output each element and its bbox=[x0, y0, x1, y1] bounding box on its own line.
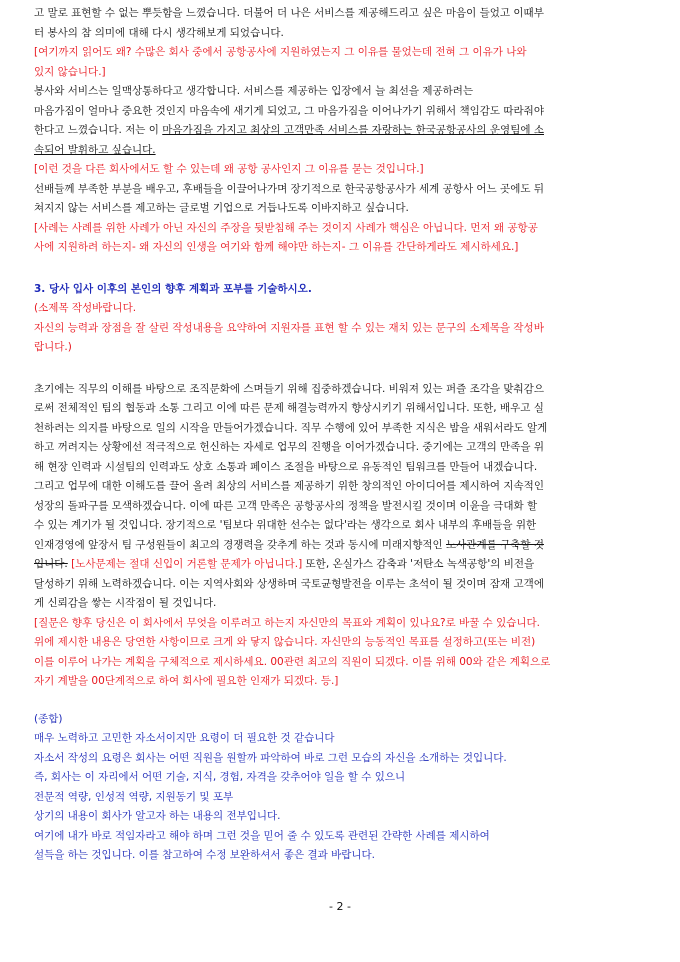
text-line: 여기에 내가 바로 적임자라고 해야 하며 그런 것을 믿어 줄 수 있도록 관련된 간략한 사례를 제시하여 bbox=[34, 829, 490, 842]
text-line: 사에 지원하려 하는지- 왜 자신의 인생을 여기와 함께 해야만 하는지- 그 이유를 간단하게라도 제시하세요.] bbox=[34, 241, 519, 253]
text-line: [사례는 사례를 위한 사례가 아닌 자신의 주장을 뒷받침해 주는 것이지 사례가 핵심은 아닙니다. 먼저 왜 공항공 bbox=[34, 221, 538, 234]
text-line: 자소서 작성의 요령은 회사는 어떤 직원을 원할까 파악하여 바로 그런 모습의 자신을 소개하는 것입니다. bbox=[34, 751, 507, 764]
text-line: 천하려는 의지를 바탕으로 일의 시작을 만들어가겠습니다. 직무 수행에 있어 부족한 지식은 밤을 새워서라도 알게 bbox=[34, 421, 548, 434]
text-line: 게 신뢰감을 쌓는 시작점이 될 것입니다. bbox=[34, 597, 217, 609]
text-line: 또한, 온실가스 감축과 '저탄소 녹색공항'의 비전을 bbox=[302, 558, 535, 570]
text-line: 달성하기 위해 노력하겠습니다. 이는 지역사회와 상생하며 국토균형발전을 이루는 초석이 될 것이며 잠재 고객에 bbox=[34, 577, 544, 590]
text-line: (소제목 작성바랍니다. bbox=[34, 302, 137, 314]
text-line: 고 말로 표현할 수 없는 뿌듯함을 느꼈습니다. 더불어 더 나은 서비스를 제공해드리고 싶은 마음이 들었고 이때부 bbox=[34, 7, 544, 19]
text-line: 수 있는 계기가 될 것입니다. 장기적으로 '팀보다 위대한 선수는 없다'라는 생각으로 회사 내부의 후배들을 위한 bbox=[34, 519, 537, 531]
inline-comment: [노사문제는 절대 신입이 거론할 문제가 아닙니다.] bbox=[67, 558, 303, 570]
text-line: 쳐지지 않는 서비스를 제고하는 글로벌 기업으로 거듭나도록 이바지하고 싶습니다. bbox=[34, 202, 409, 214]
text-line: 위에 제시한 내용은 당연한 사항이므로 크게 와 닿지 않습니다. 자신만의 능동적인 목표를 설정하고(또는 비전) bbox=[34, 636, 536, 648]
reviewer-comment bbox=[34, 43, 646, 82]
summary-block bbox=[34, 710, 646, 866]
text-line: 성장의 돌파구를 모색하겠습니다. 이에 따른 고객 만족은 공항공사의 정책을 발전시킬 것이며 이윤을 극대화 할 bbox=[34, 499, 538, 512]
text-line: 전문적 역량, 인성적 역량, 지원동기 및 포부 bbox=[34, 790, 234, 803]
page-number: - 2 - bbox=[329, 900, 351, 913]
text-line: 한다고 느꼈습니다. 저는 이 bbox=[34, 124, 163, 136]
text-line: 마음가짐이 얼마나 중요한 것인지 마음속에 새기게 되었고, 그 마음가짐을 이어나가기 위해서 책임감도 따라줘야 bbox=[34, 104, 544, 117]
body-paragraph bbox=[34, 4, 646, 43]
subtitle-note bbox=[34, 299, 646, 358]
section-heading: 3. 당사 입사 이후의 본인의 향후 계획과 포부를 기술하시오. bbox=[34, 282, 312, 295]
text-line: 그리고 업무에 대한 이해도를 끌어 올려 최상의 서비스를 제공하기 위한 창의적인 아이디어를 제시하여 지속적인 bbox=[34, 480, 544, 492]
body-paragraph bbox=[34, 380, 646, 614]
document-body bbox=[34, 4, 646, 866]
text-line: 해 현장 인력과 시설팀의 인력과도 상호 소통과 페이스 조절을 바탕으로 유동적인 팀워크를 만들어 내겠습니다. bbox=[34, 460, 538, 473]
text-line: 자기 계발을 00단계적으로 하여 회사에 필요한 인재가 되겠다. 등.] bbox=[34, 675, 339, 687]
underlined-text: 마음가짐을 가지고 최상의 고객만족 서비스를 자랑하는 한국공항공사의 운영팀에 소 bbox=[162, 124, 544, 136]
text-line: 매우 노력하고 고민한 자소서이지만 요령이 더 필요한 것 같습니다 bbox=[34, 732, 335, 744]
text-line: [이런 것을 다른 회사에서도 할 수 있는데 왜 공항 공사인지 그 이유를 묻는 것입니다.] bbox=[34, 163, 424, 175]
text-line: 있지 않습니다.] bbox=[34, 65, 106, 78]
text-line: 봉사와 서비스는 일맥상통하다고 생각합니다. 서비스를 제공하는 입장에서 늘 최선을 제공하려는 bbox=[34, 85, 474, 97]
text-line: 터 봉사의 참 의미에 대해 다시 생각해보게 되었습니다. bbox=[34, 26, 284, 39]
text-line: 자신의 능력과 장점을 잘 살린 작성내용을 요약하여 지원자를 표현 할 수 있는 재치 있는 문구의 소제목을 작성바 bbox=[34, 321, 544, 334]
reviewer-comment bbox=[34, 219, 646, 258]
text-line: 설득을 하는 것입니다. 이를 참고하여 수정 보완하셔서 좋은 결과 바랍니다. bbox=[34, 849, 376, 861]
underlined-text: 속되어 발휘하고 싶습니다. bbox=[34, 143, 156, 156]
text-line: 하고 꺼려지는 상황에선 적극적으로 헌신하는 자세로 업무의 진행을 이어가겠습니다. 중기에는 고객의 만족을 위 bbox=[34, 441, 544, 453]
text-line: [질문은 향후 당신은 이 회사에서 무엇을 이루려고 하는지 자신만의 목표와 계획이 있나요?로 바꿀 수 있습니다. bbox=[34, 616, 541, 629]
body-paragraph bbox=[34, 180, 646, 219]
text-line: [여기까지 읽어도 왜? 수많은 회사 중에서 공항공사에 지원하였는지 그 이유를 물었는데 전혀 그 이유가 나와 bbox=[34, 46, 527, 58]
text-line: 로써 전체적인 팀의 협동과 소통 그리고 이에 따른 문제 해결능력까지 향상시키기 위해서입니다. 또한, 배우고 실 bbox=[34, 402, 544, 414]
reviewer-comment bbox=[34, 160, 646, 180]
text-line: 즉, 회사는 이 자리에서 어떤 기술, 지식, 경험, 자격을 갖추어야 일을 할 수 있으니 bbox=[34, 771, 406, 783]
summary-title: (종합) bbox=[34, 712, 63, 725]
text-line: 랍니다.) bbox=[34, 341, 72, 353]
body-paragraph bbox=[34, 82, 646, 160]
text-line: 선배들께 부족한 부분을 배우고, 후배들을 이끌어나가며 장기적으로 한국공항공사가 세계 공항사 어느 곳에도 뒤 bbox=[34, 182, 544, 195]
text-line: 초기에는 직무의 이해를 바탕으로 조직문화에 스며들기 위해 집중하겠습니다. 비워져 있는 퍼즐 조각을 맞춰감으 bbox=[34, 382, 544, 395]
reviewer-comment bbox=[34, 614, 646, 692]
strikethrough-text: 입니다. bbox=[34, 558, 68, 570]
text-line: 인재경영에 앞장서 팀 구성원들이 최고의 경쟁력을 갖추게 하는 것과 동시에 미래지향적인 bbox=[34, 538, 447, 551]
text-line: 상기의 내용이 회사가 알고자 하는 내용의 전부입니다. bbox=[34, 810, 281, 822]
text-line: 이를 이루어 나가는 계획을 구체적으로 제시하세요. 00관련 최고의 직원이 되겠다. 이를 위해 00와 같은 계획으로 bbox=[34, 655, 551, 668]
strikethrough-text: 노사관계를 구축할 것 bbox=[446, 538, 544, 551]
